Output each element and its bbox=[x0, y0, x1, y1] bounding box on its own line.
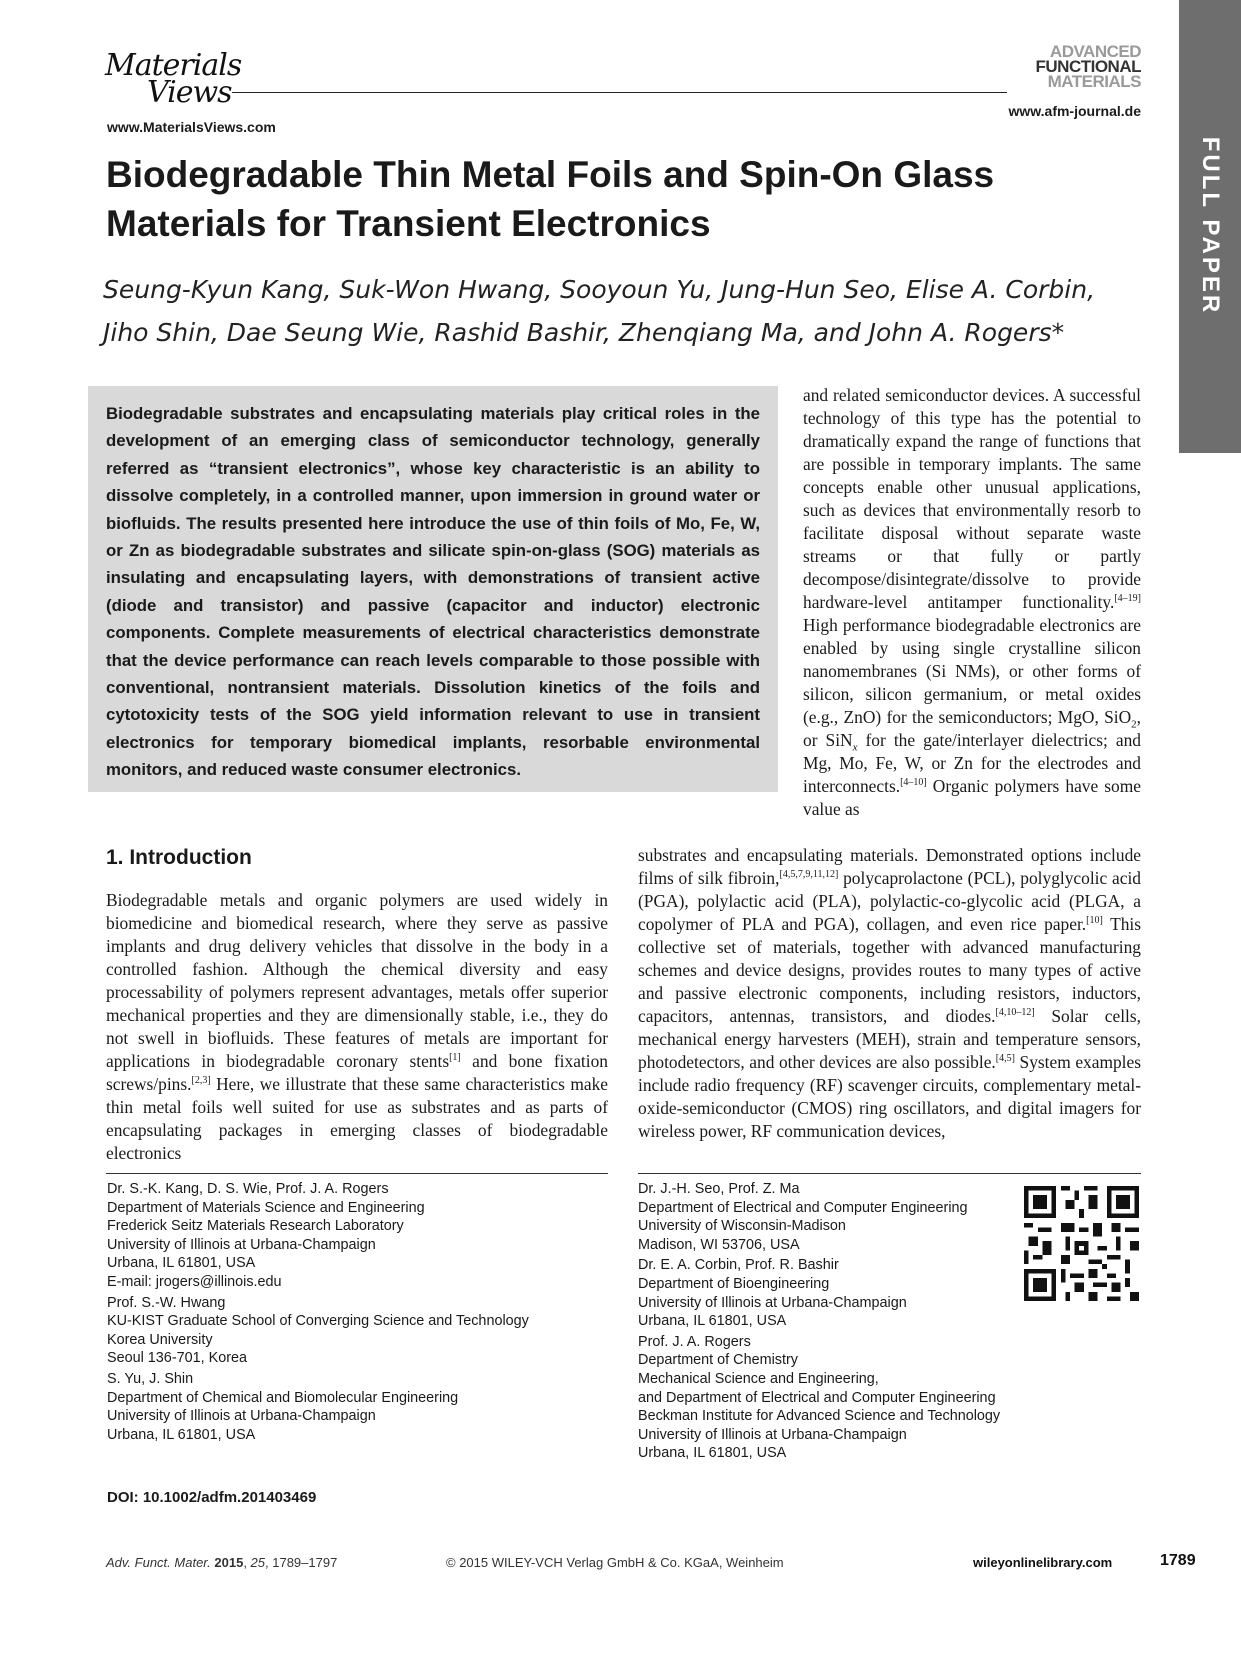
logo-line2: Views bbox=[147, 75, 232, 110]
article-title: Biodegradable Thin Metal Foils and Spin-On Glass Materials for Transient Electronics bbox=[106, 154, 995, 244]
email-link[interactable]: E-mail: jrogers@illinois.edu bbox=[107, 1273, 282, 1290]
affiliation-line: University of Illinois at Urbana-Champaign bbox=[638, 1294, 907, 1311]
text-span: Organic polymers have some value as bbox=[803, 776, 1141, 819]
affiliation-group bbox=[107, 1294, 607, 1368]
intro-right-column-top bbox=[803, 384, 1141, 821]
affiliation-line: Department of Bioengineering bbox=[638, 1275, 830, 1292]
full-paper-label: FULL PAPER bbox=[1197, 136, 1224, 316]
affiliation-group bbox=[638, 1256, 1058, 1330]
affiliations-left bbox=[107, 1180, 607, 1446]
journal-logo-line3: MATERIALS bbox=[1047, 72, 1141, 91]
subscript: 2 bbox=[1131, 718, 1137, 731]
citation[interactable]: [10] bbox=[1086, 915, 1103, 927]
affiliations-right bbox=[638, 1180, 1058, 1465]
footnote-rule bbox=[638, 1173, 1141, 1174]
text-span: System examples include radio frequency (RF) scavenger circuits, complementary metal-oxide-semiconductor (CMOS) ring oscillators, and digital imagers for wireless power, RF communication devices, bbox=[638, 1052, 1141, 1141]
affiliation-line: Urbana, IL 61801, USA bbox=[638, 1313, 787, 1330]
affiliation-group bbox=[638, 1333, 1058, 1463]
logo-line1: Materials bbox=[105, 48, 242, 83]
materialsviews-url[interactable]: www.MaterialsViews.com bbox=[107, 119, 276, 135]
year: 2015 bbox=[214, 1555, 244, 1570]
authors-line2: Jiho Shin, Dae Seung Wie, Rashid Bashir, Zhenqiang Ma, and John A. Rogers* bbox=[103, 318, 1065, 347]
text-span: , or SiN bbox=[803, 707, 1141, 750]
affiliation-line: University of Illinois at Urbana-Champaign bbox=[107, 1408, 376, 1425]
citation-footer: Adv. Funct. Mater. 2015, 25, 1789–1797 bbox=[106, 1555, 338, 1570]
copyright: © 2015 WILEY-VCH Verlag GmbH & Co. KGaA, Weinheim bbox=[446, 1555, 784, 1570]
affiliation-line: Madison, WI 53706, USA bbox=[638, 1236, 800, 1253]
abstract-box bbox=[88, 386, 778, 792]
affiliation-group bbox=[638, 1180, 1058, 1254]
authors-line1: Seung-Kyun Kang, Suk-Won Hwang, Sooyoun Yu, Jung-Hun Seo, Elise A. Corbin, bbox=[103, 275, 1096, 304]
affiliation-line: Department of Materials Science and Engineering bbox=[107, 1199, 425, 1216]
affiliation-line: Dr. E. A. Corbin, Prof. R. Bashir bbox=[638, 1257, 839, 1274]
text-span: substrates and encapsulating materials. Demonstrated options include films of silk fibroin, bbox=[638, 845, 1141, 888]
affiliation-line: Urbana, IL 61801, USA bbox=[107, 1426, 256, 1443]
citation[interactable]: [4–10] bbox=[900, 777, 927, 789]
affiliation-line: Prof. S.-W. Hwang bbox=[107, 1294, 226, 1311]
affiliation-line: Department of Chemical and Biomolecular Engineering bbox=[107, 1389, 459, 1406]
journal-logo bbox=[1036, 44, 1141, 89]
intro-left-column bbox=[106, 889, 608, 1165]
text-span: for the gate/interlayer dielectrics; and Mg, Mo, Fe, W, or Zn for the electrodes and interconnects. bbox=[803, 730, 1141, 796]
site-link[interactable]: wileyonlinelibrary.com bbox=[973, 1555, 1113, 1570]
affiliation-line: S. Yu, J. Shin bbox=[107, 1370, 194, 1387]
citation[interactable]: [4,10–12] bbox=[995, 1007, 1035, 1019]
text-span: High performance biodegradable electronics are enabled by using single crystalline silicon nanomembranes (Si NMs), or other forms of silicon, silicon germanium, or metal oxides (e.g., ZnO) for the semiconductors; MgO, SiO bbox=[803, 615, 1141, 727]
text-span: Solar cells, mechanical energy harvesters (MEH), strain and temperature sensors, photodetectors, and other devices are also possible. bbox=[638, 1006, 1142, 1072]
affiliation-line: University of Illinois at Urbana-Champaign bbox=[638, 1426, 907, 1443]
citation[interactable]: [4–19] bbox=[1114, 593, 1141, 605]
affiliation-group bbox=[107, 1180, 607, 1292]
materialsviews-logo bbox=[105, 48, 242, 110]
affiliation-line: Dr. J.-H. Seo, Prof. Z. Ma bbox=[638, 1181, 800, 1197]
affiliation-line: Seoul 136-701, Korea bbox=[107, 1350, 248, 1367]
footnote-rule bbox=[106, 1173, 608, 1174]
affiliation-group bbox=[107, 1370, 607, 1444]
full-paper-tab bbox=[1179, 0, 1241, 453]
citation[interactable]: [4,5] bbox=[995, 1053, 1015, 1065]
volume: 25 bbox=[250, 1555, 266, 1570]
page-number: 1789 bbox=[1160, 1552, 1196, 1569]
text-span: and related semiconductor devices. A successful technology of this type has the potential to dramatically expand the range of functions that are possible in temporary implants. The same concepts enable other unusual applications, such as devices that environmentally resorb to facilitate disposal without separate waste streams or that fully or partly decompose/disintegrate/dissolve to provide hardware-level antitamper functionality. bbox=[803, 385, 1141, 612]
journal-url[interactable]: www.afm-journal.de bbox=[1008, 103, 1141, 119]
text-span: This collective set of materials, together with advanced manufacturing schemes and device designs, provides routes to many types of active and passive electronic components, including resistors, inductors, capacitors, antennas, transistors, and diodes. bbox=[638, 914, 1141, 1026]
text-span: Here, we illustrate that these same characteristics make thin metal foils well suited for use as substrates and as parts of encapsulating packages in emerging classes of biodegradable electronics bbox=[106, 1074, 608, 1163]
qr-code[interactable] bbox=[1024, 1186, 1139, 1301]
author-list bbox=[103, 268, 1103, 354]
affiliation-line: KU-KIST Graduate School of Converging Science and Technology bbox=[107, 1313, 529, 1330]
text-span: Biodegradable metals and organic polymers are used widely in biomedicine and biomedical research, where they serve as passive implants and drug delivery vehicles that dissolve in the body in a controlled fashion. Although the chemical diversity and easy processability of polymers represent advantages, metals offer superior mechanical properties and they are dimensionally stable, i.e., they do not swell in biofluids. These features of metals are important for applications in biodegradable coronary stents bbox=[106, 890, 608, 1071]
affiliation-line: Dr. S.-K. Kang, D. S. Wie, Prof. J. A. Rogers bbox=[107, 1181, 389, 1197]
intro-right-column-bottom bbox=[638, 844, 1141, 1143]
affiliation-line: Mechanical Science and Engineering, bbox=[638, 1370, 879, 1387]
citation[interactable]: [1] bbox=[449, 1052, 461, 1064]
citation[interactable]: [2,3] bbox=[191, 1075, 211, 1087]
affiliation-line: Urbana, IL 61801, USA bbox=[107, 1255, 256, 1272]
affiliation-line: Department of Electrical and Computer Engineering bbox=[638, 1199, 968, 1216]
affiliation-line: University of Wisconsin-Madison bbox=[638, 1218, 846, 1235]
text-span: and bone fixation screws/pins. bbox=[106, 1051, 608, 1094]
affiliation-line: Frederick Seitz Materials Research Laboratory bbox=[107, 1218, 404, 1235]
affiliation-line: Department of Chemistry bbox=[638, 1352, 798, 1369]
affiliation-line: Prof. J. A. Rogers bbox=[638, 1333, 751, 1350]
doi[interactable]: DOI: 10.1002/adfm.201403469 bbox=[107, 1489, 317, 1506]
affiliation-line: Beckman Institute for Advanced Science and Technology bbox=[638, 1408, 1001, 1425]
journal-abbrev: Adv. Funct. Mater. bbox=[106, 1555, 211, 1570]
affiliation-line: University of Illinois at Urbana-Champaign bbox=[107, 1236, 376, 1253]
affiliation-line: Urbana, IL 61801, USA bbox=[638, 1445, 787, 1462]
affiliation-line: and Department of Electrical and Computer Engineering bbox=[638, 1389, 996, 1406]
subscript: x bbox=[852, 741, 858, 754]
abstract-text: Biodegradable substrates and encapsulating materials play critical roles in the development of an emerging class of semiconductor technology, generally referred as “transient electronics”, whose key characteristic is an ability to dissolve completely, in a controlled manner, upon immersion in ground water or biofluids. The results presented here introduce the use of thin foils of Mo, Fe, W, or Zn as biodegradable substrates and silicate spin-on-glass (SOG) materials as insulating and encapsulating layers, with demonstrations of transient active (diode and transistor) and passive (capacitor and inductor) electronic components. Complete measurements of electrical characteristics demonstrate that the device performance can reach levels comparable to those possible with conventional, nontransient materials. Dissolution kinetics of the foils and cytotoxicity tests of the SOG yield information relevant to use in transient electronics for temporary biomedical implants, resorbable environmental monitors, and reduced waste consumer electronics. bbox=[106, 404, 760, 780]
page-range: , 1789–1797 bbox=[265, 1555, 338, 1570]
text-span: polycaprolactone (PCL), polyglycolic acid (PGA), polylactic acid (PLA), polylactic-co-glycolic acid (PLGA, a copolymer of PLA and PGA), collagen, and even rice paper. bbox=[638, 868, 1141, 934]
header-rule bbox=[232, 92, 1007, 93]
affiliation-line: Korea University bbox=[107, 1331, 213, 1348]
journal-logo-line2: FUNCTIONAL bbox=[1035, 57, 1141, 76]
section-heading: 1. Introduction bbox=[106, 846, 252, 869]
citation[interactable]: [4,5,7,9,11,12] bbox=[779, 869, 839, 881]
journal-logo-line1: ADVANCED bbox=[1049, 42, 1141, 61]
